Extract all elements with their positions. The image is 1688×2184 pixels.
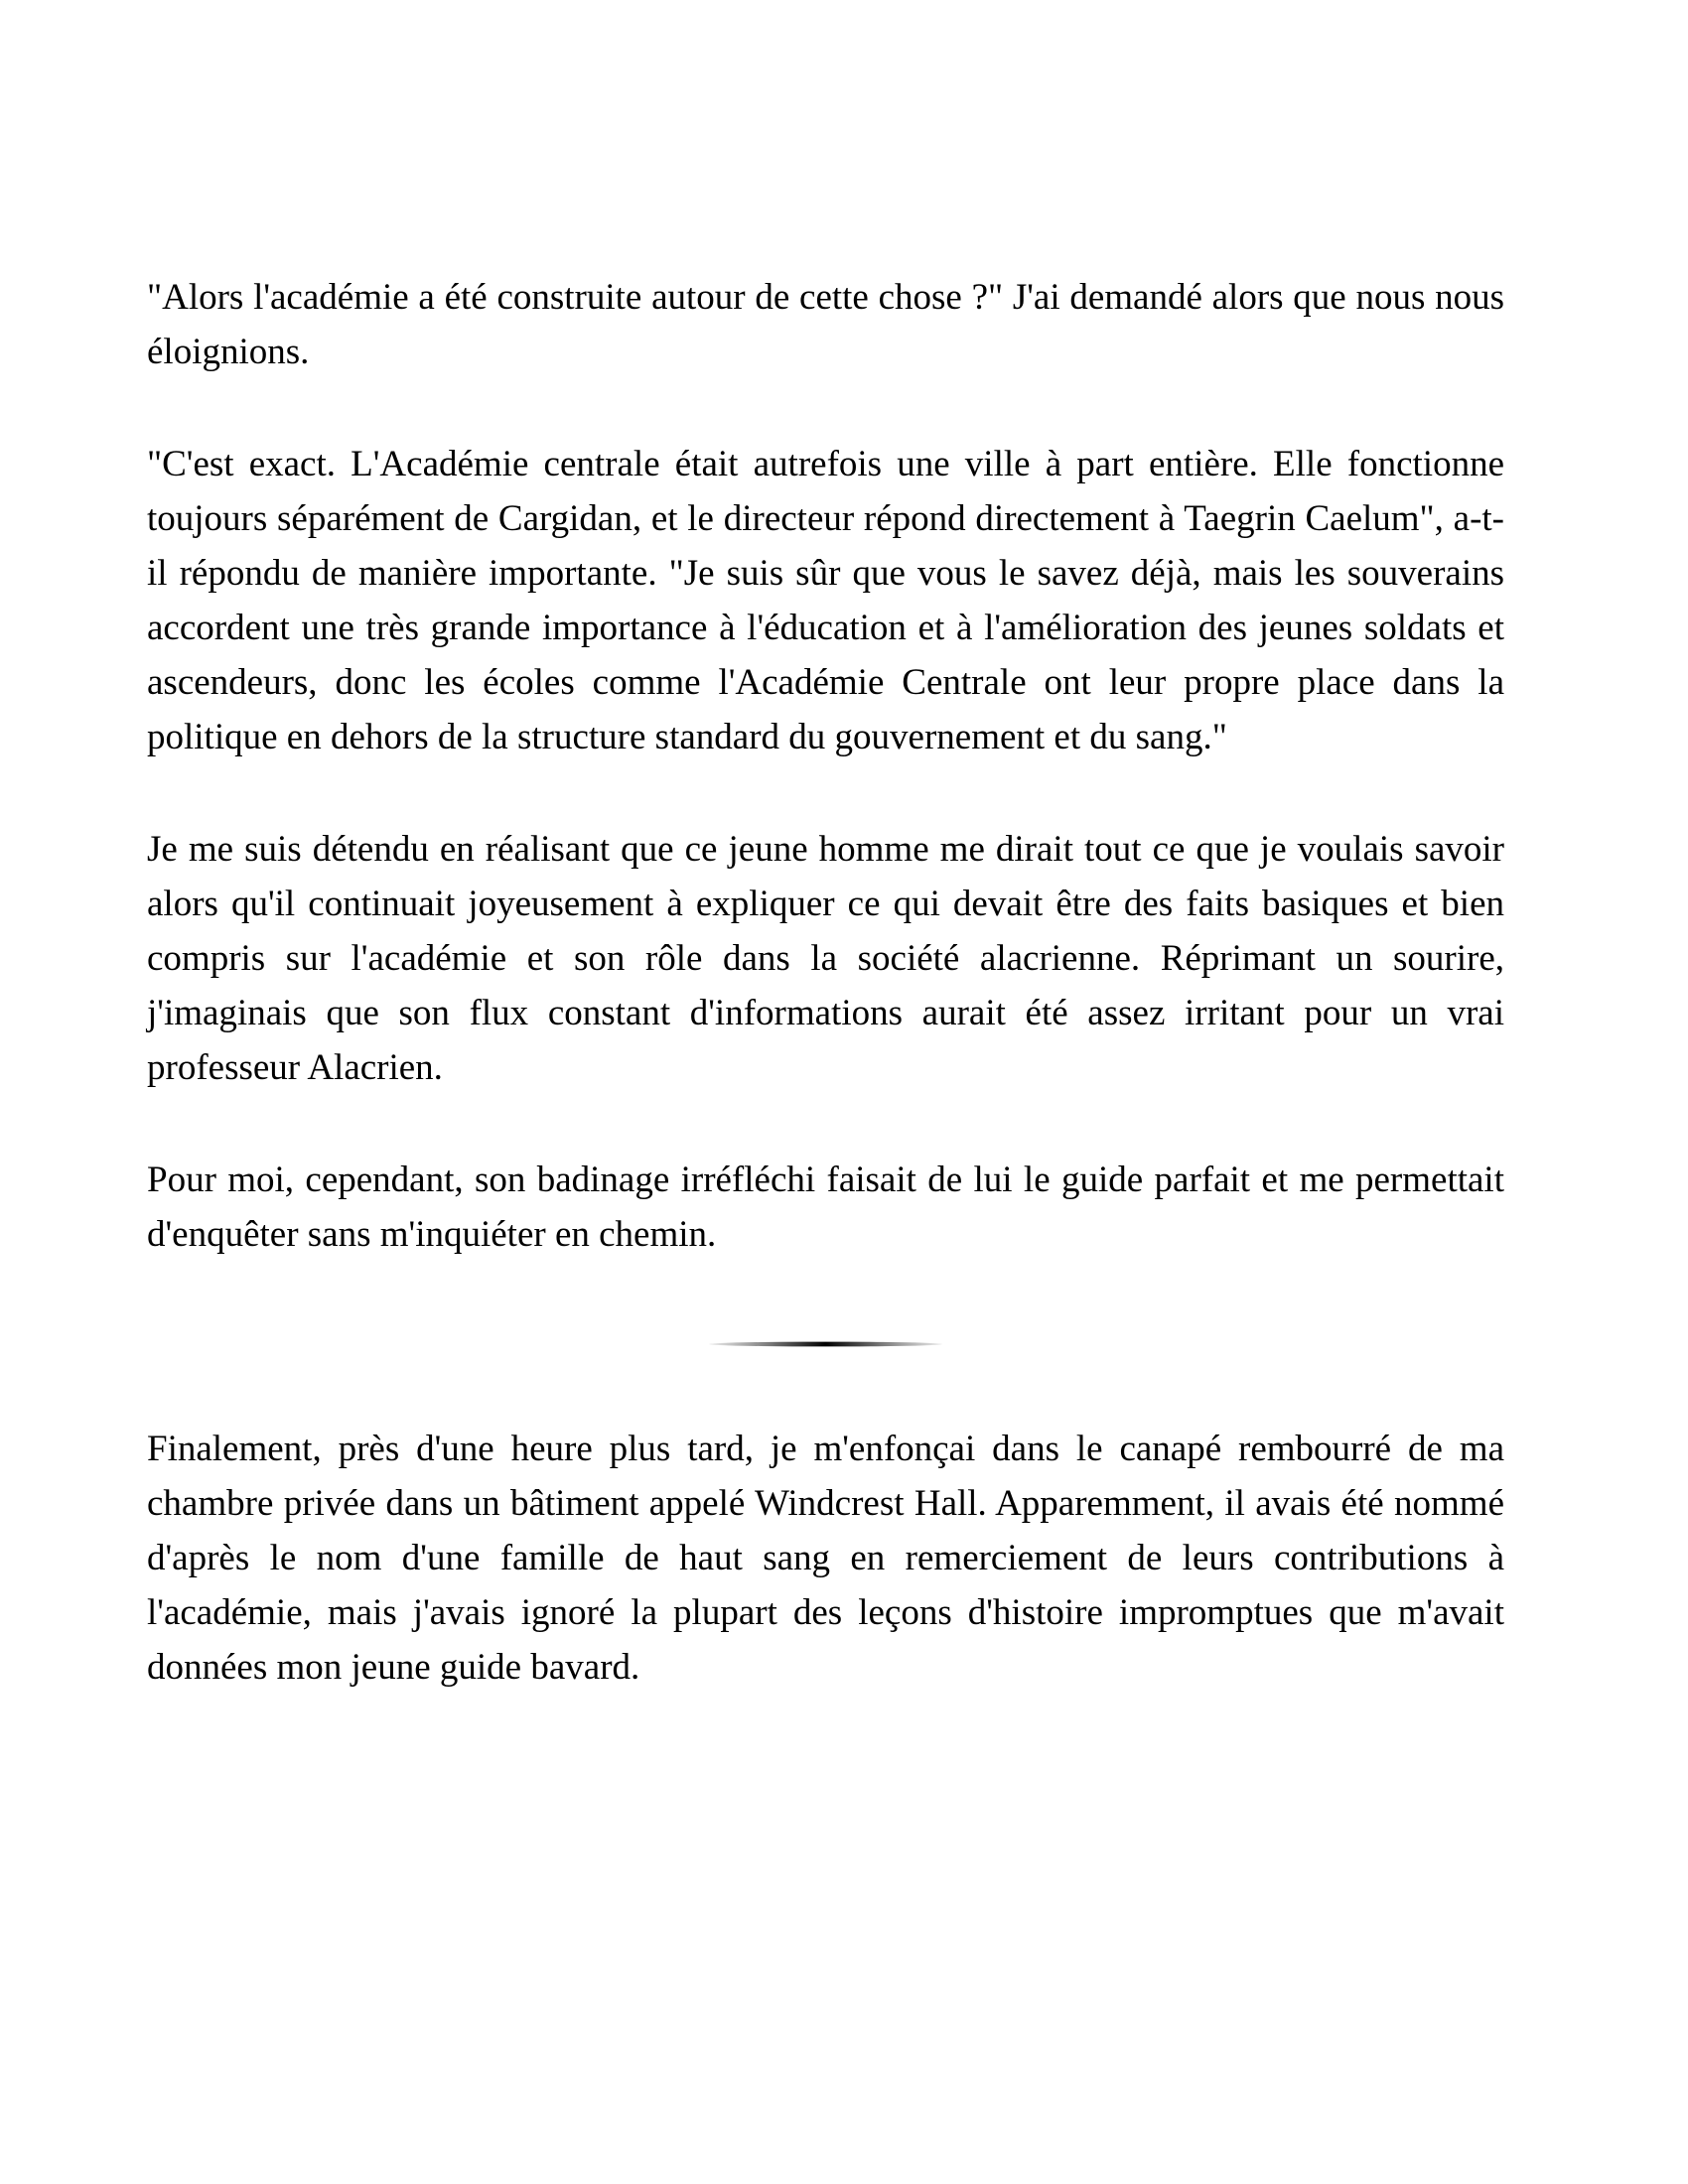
divider-line-icon — [709, 1341, 942, 1347]
paragraph-dialogue-question: "Alors l'académie a été construite autour de cette chose ?" J'ai demandé alors que nous nous éloignions. — [147, 277, 1504, 372]
paragraph-narration-windcrest: Finalement, près d'une heure plus tard, je m'enfonçai dans le canapé rembourré de ma chambre privée dans un bâtiment appelé Windcrest Hall. Apparemment, il avais été nommé d'après le nom d'une famille de haut sang en remerciement de leurs contributions à l'académie, mais j'avais ignoré la plupart des leçons d'histoire impromptues que m'avait données mon jeune guide bavard. — [147, 1429, 1504, 1688]
scene-break-divider — [147, 1341, 1504, 1347]
paragraph-narration-guide: Pour moi, cependant, son badinage irréfléchi faisait de lui le guide parfait et me permettait d'enquêter sans m'inquiéter en chemin. — [147, 1160, 1504, 1255]
paragraph-narration-relaxed: Je me suis détendu en réalisant que ce jeune homme me dirait tout ce que je voulais savoir alors qu'il continuait joyeusement à expliquer ce qui devait être des faits basiques et bien compris sur l'académie et son rôle dans la société alacrienne. Réprimant un sourire, j'imaginais que son flux constant d'informations aurait été assez irritant pour un vrai professeur Alacrien. — [147, 829, 1504, 1088]
paragraph-dialogue-answer: "C'est exact. L'Académie centrale était autrefois une ville à part entière. Elle fonctionne toujours séparément de Cargidan, et le directeur répond directement à Taegrin Caelum", a-t-il répondu de manière importante. "Je suis sûr que vous le savez déjà, mais les souverains accordent une très grande importance à l'éducation et à l'amélioration des jeunes soldats et ascendeurs, donc les écoles comme l'Académie Centrale ont leur propre place dans la politique en dehors de la structure standard du gouvernement et du sang." — [147, 444, 1504, 757]
